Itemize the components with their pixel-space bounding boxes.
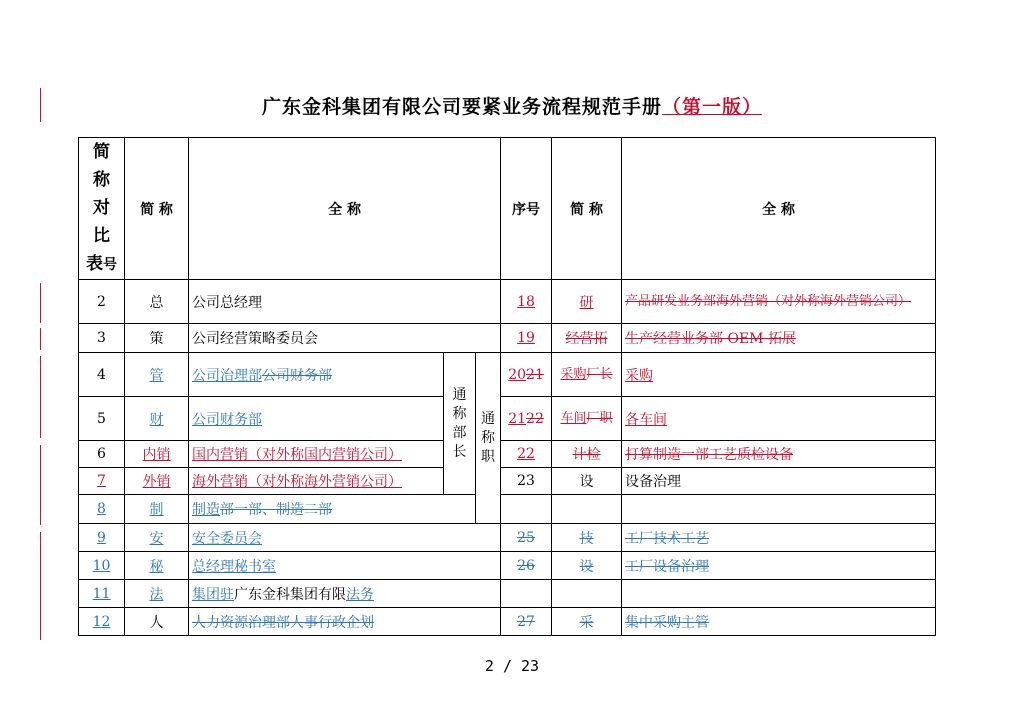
row-full-inserted-end: 法务	[346, 586, 374, 603]
table-row	[79, 468, 936, 495]
row-full-inserted: 集团驻	[192, 586, 234, 603]
row-full-right	[622, 495, 936, 524]
row-seq-inserted: 21	[508, 410, 527, 427]
row-full-right: 产品研发业务部海外营销（对外称海外营销公司）	[625, 293, 912, 309]
revision-bar	[40, 283, 41, 323]
row-full-original: 广东金科集团有限	[234, 586, 346, 603]
row-seq: 22	[517, 446, 535, 462]
row-short-right	[552, 495, 622, 524]
row-short-right: 设	[552, 468, 622, 495]
header-short-right: 简 称	[552, 138, 622, 280]
title-main: 广东金科集团有限公司要紧业务流程规范手册	[261, 96, 662, 118]
row-seq	[501, 580, 552, 608]
row-seq-deleted: 21	[526, 366, 544, 383]
row-short: 法	[149, 586, 164, 603]
table-row	[79, 495, 936, 524]
row-short: 人	[125, 608, 189, 636]
row-no: 2	[79, 280, 125, 324]
row-no: 5	[79, 397, 125, 441]
row-seq: 23	[501, 468, 552, 495]
row-full-inserted: 制造	[192, 502, 220, 518]
row-short: 制	[149, 502, 164, 518]
row-full-right: 设备治理	[622, 468, 936, 495]
row-no: 4	[79, 353, 125, 397]
row-full: 公司经营策略委员会	[189, 324, 501, 353]
merged-bu-zhang-text: 通称部长	[452, 386, 467, 460]
merged-zhi-text: 通称职	[481, 410, 496, 465]
row-short: 总	[125, 280, 189, 324]
row-no: 11	[92, 585, 111, 602]
table-row	[79, 524, 936, 552]
row-short: 安	[149, 530, 164, 547]
row-short-right: 设	[579, 558, 594, 575]
revision-bar	[40, 88, 41, 122]
row-short: 财	[149, 411, 164, 428]
table-row	[79, 280, 936, 324]
header-table-no: 简 称 对 比 表号	[79, 138, 125, 280]
row-no: 6	[79, 441, 125, 468]
row-full-right: 集中采购主管	[625, 614, 710, 631]
abbreviation-table	[78, 137, 936, 636]
row-no: 7	[97, 473, 106, 489]
row-full-right: 生产经营业务部 OEM 拓展	[625, 331, 796, 347]
row-no: 10	[92, 557, 111, 574]
row-no: 3	[79, 324, 125, 353]
row-no: 8	[97, 501, 106, 517]
row-seq-inserted: 20	[508, 366, 527, 383]
row-full-right: 采购	[625, 367, 654, 384]
row-short-right: 计检	[572, 447, 601, 463]
row-seq: 18	[517, 293, 535, 310]
row-full: 公司总经理	[189, 280, 501, 324]
row-full-right: 工厂技术工艺	[625, 530, 710, 547]
row-seq-deleted: 22	[526, 410, 544, 427]
revision-bar	[40, 328, 41, 350]
merged-bu-zhang	[444, 353, 476, 495]
table-row	[79, 608, 936, 636]
row-short: 秘	[149, 558, 164, 575]
row-seq: 19	[517, 330, 535, 346]
row-full-right	[622, 580, 936, 608]
merged-zhi	[476, 353, 501, 524]
table-row	[79, 324, 936, 353]
table-row	[79, 353, 936, 397]
row-short-right-deleted: 厂长	[586, 366, 613, 382]
row-short-right: 技	[579, 530, 594, 547]
row-full-right: 打算制造一部工艺质检设备	[625, 447, 794, 463]
table-row	[79, 552, 936, 580]
row-full: 公司财务部	[192, 411, 262, 428]
row-short-right-inserted: 采购	[560, 366, 587, 382]
row-short-right	[552, 580, 622, 608]
table-row	[79, 397, 936, 441]
page-number: 2 / 23	[484, 657, 540, 675]
row-full-right: 各车间	[625, 411, 668, 428]
header-short: 简 称	[125, 138, 189, 280]
row-no: 12	[92, 613, 111, 630]
table-row	[79, 441, 936, 468]
row-short-right: 采	[579, 614, 594, 631]
row-full: 总经理秘书室	[192, 558, 276, 575]
header-seq: 序号	[501, 138, 552, 280]
revision-bar	[40, 532, 41, 640]
row-short-right: 经营拓	[565, 331, 608, 347]
document-title	[0, 92, 1024, 119]
row-seq	[501, 495, 552, 524]
row-full: 海外营销（对外称海外营销公司）	[192, 474, 402, 490]
row-full-right: 工厂设备治理	[625, 558, 710, 575]
row-short-right: 研	[579, 294, 594, 311]
row-short: 内销	[142, 447, 171, 463]
row-full-deleted: 公司财务部	[262, 367, 332, 384]
row-short: 管	[149, 367, 164, 384]
header-full: 全 称	[189, 138, 501, 280]
row-short-right-inserted: 车间	[560, 410, 587, 426]
row-no: 9	[97, 529, 106, 546]
header-full-right: 全 称	[622, 138, 936, 280]
table-row	[79, 580, 936, 608]
revision-bar	[40, 356, 41, 438]
row-full-inserted: 公司治理部	[192, 367, 262, 384]
title-deleted-edition: （第一版）	[662, 96, 763, 118]
row-short: 策	[125, 324, 189, 353]
row-full: 人力资源治理部人事行政企划	[192, 614, 374, 631]
revision-bar	[40, 445, 41, 525]
row-full-deleted: 部一部、制造二部	[220, 502, 332, 518]
row-full: 安全委员会	[192, 530, 262, 547]
row-seq: 27	[517, 613, 535, 630]
row-seq: 26	[517, 557, 535, 574]
row-short-right-deleted: 厂职	[586, 410, 613, 426]
row-short: 外销	[142, 474, 171, 490]
table-header-row	[79, 138, 936, 280]
row-seq: 25	[517, 529, 535, 546]
row-full: 国内营销（对外称国内营销公司）	[192, 447, 402, 463]
